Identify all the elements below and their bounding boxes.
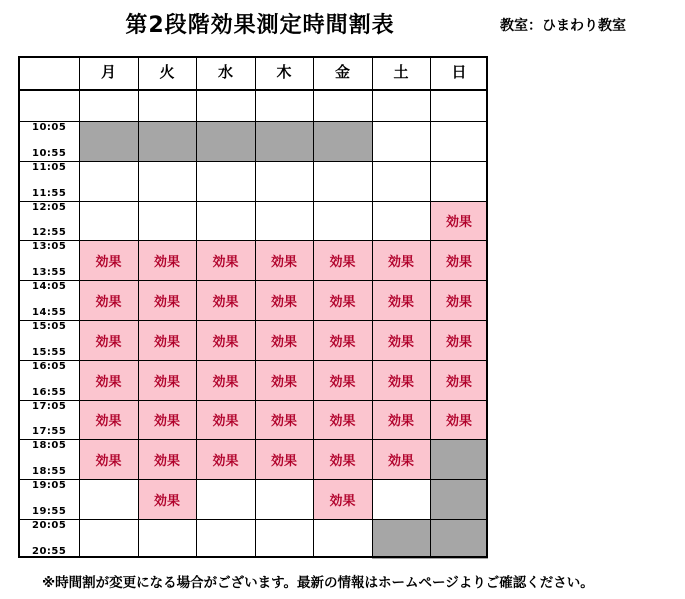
slot-empty (313, 201, 372, 241)
slot-empty (372, 201, 430, 241)
slot-test (196, 439, 255, 479)
slot-empty (313, 161, 372, 201)
slot-test (138, 280, 196, 320)
row-divider (18, 320, 488, 321)
slot-test (313, 240, 372, 280)
slot-closed (430, 519, 488, 559)
slot-label: 効果 (153, 454, 180, 470)
slot-test (138, 439, 196, 479)
slot-label: 効果 (445, 255, 472, 271)
slot-test (313, 479, 372, 519)
slot-test (372, 439, 430, 479)
slot-closed (196, 121, 255, 161)
slot-test (313, 400, 372, 440)
slot-end-time: 10:55 (32, 147, 67, 159)
slot-start-time: 15:05 (32, 321, 67, 332)
slot-test (255, 320, 313, 360)
slot-end-time: 13:55 (32, 267, 67, 279)
slot-closed (372, 519, 430, 559)
slot-empty (372, 121, 430, 161)
slot-test (138, 320, 196, 360)
slot-empty (196, 479, 255, 519)
slot-end-time: 19:55 (32, 506, 67, 517)
row-divider (18, 400, 488, 401)
slot-closed (313, 121, 372, 161)
day-header: 水 (217, 63, 233, 81)
slot-empty (430, 121, 488, 161)
slot-test (138, 479, 196, 519)
slot-empty (255, 479, 313, 519)
slot-empty (255, 161, 313, 201)
slot-label: 効果 (387, 414, 414, 430)
day-header: 月 (100, 63, 116, 81)
column-divider (79, 56, 80, 558)
slot-test (79, 400, 138, 440)
slot-label: 効果 (153, 334, 180, 350)
slot-start-time: 16:05 (32, 360, 67, 372)
slot-empty (138, 201, 196, 241)
slot-test (255, 439, 313, 479)
slot-test (255, 360, 313, 400)
slot-label: 効果 (387, 334, 414, 350)
row-divider (18, 240, 488, 241)
slot-test (79, 360, 138, 400)
slot-empty (430, 161, 488, 201)
slot-closed (255, 121, 313, 161)
slot-start-time: 12:05 (32, 201, 67, 213)
slot-label: 効果 (270, 295, 297, 311)
slot-label: 効果 (212, 374, 239, 390)
slot-label: 効果 (212, 414, 239, 430)
row-divider (18, 201, 488, 202)
column-divider (138, 56, 139, 558)
slot-label: 効果 (153, 295, 180, 311)
slot-end-time: 16:55 (32, 386, 67, 398)
slot-label: 効果 (270, 374, 297, 390)
slot-label: 効果 (95, 334, 122, 350)
slot-label: 効果 (270, 454, 297, 470)
slot-label: 効果 (387, 255, 414, 271)
row-divider (18, 89, 488, 91)
footer-note: ※時間割が変更になる場合がございます。最新の情報はホームページよりご確認ください。 (42, 575, 594, 591)
slot-test (196, 240, 255, 280)
slot-empty (196, 519, 255, 559)
slot-test (430, 320, 488, 360)
slot-label: 効果 (270, 414, 297, 430)
slot-empty (196, 201, 255, 241)
classroom-label: 教室：ひまわり教室 (500, 18, 626, 34)
slot-test (196, 320, 255, 360)
day-header: 火 (159, 63, 175, 81)
slot-label: 効果 (445, 215, 472, 231)
slot-test (255, 400, 313, 440)
slot-label: 効果 (212, 454, 239, 470)
slot-start-time: 20:05 (32, 520, 67, 531)
slot-test (313, 360, 372, 400)
row-divider (18, 161, 488, 162)
slot-start-time: 18:05 (32, 440, 67, 452)
day-header: 木 (276, 63, 292, 81)
slot-empty (79, 201, 138, 241)
slot-test (372, 400, 430, 440)
slot-test (255, 240, 313, 280)
slot-end-time: 14:55 (32, 307, 67, 318)
slot-closed (430, 479, 488, 519)
slot-test (196, 360, 255, 400)
column-divider (255, 56, 256, 558)
column-divider (430, 56, 431, 558)
slot-label: 効果 (329, 374, 356, 390)
slot-end-time: 20:55 (32, 545, 67, 557)
slot-end-time: 15:55 (32, 346, 67, 358)
slot-label: 効果 (445, 334, 472, 350)
column-divider (372, 56, 373, 558)
slot-empty (138, 161, 196, 201)
slot-end-time: 12:55 (32, 227, 67, 239)
slot-test (372, 240, 430, 280)
slot-empty (79, 161, 138, 201)
slot-empty (196, 161, 255, 201)
slot-test (430, 400, 488, 440)
slot-test (79, 240, 138, 280)
slot-label: 効果 (387, 374, 414, 390)
slot-test (79, 280, 138, 320)
slot-start-time: 17:05 (32, 400, 67, 412)
slot-end-time: 17:55 (32, 426, 67, 438)
slot-end-time: 18:55 (32, 466, 67, 478)
slot-label: 効果 (212, 255, 239, 271)
slot-label: 効果 (329, 454, 356, 470)
slot-label: 効果 (153, 414, 180, 430)
slot-test (313, 320, 372, 360)
slot-test (313, 280, 372, 320)
slot-label: 効果 (95, 374, 122, 390)
slot-empty (79, 479, 138, 519)
slot-empty (255, 519, 313, 559)
slot-start-time: 13:05 (32, 241, 67, 253)
slot-label: 効果 (329, 494, 356, 510)
slot-test (138, 360, 196, 400)
slot-test (372, 320, 430, 360)
slot-start-time: 10:05 (32, 122, 67, 133)
slot-empty (138, 519, 196, 559)
row-divider (18, 121, 488, 122)
column-divider (196, 56, 197, 558)
slot-empty (313, 519, 372, 559)
slot-label: 効果 (445, 295, 472, 311)
row-divider (18, 360, 488, 361)
slot-label: 効果 (270, 255, 297, 271)
slot-test (313, 439, 372, 479)
slot-test (196, 400, 255, 440)
slot-label: 効果 (329, 414, 356, 430)
slot-end-time: 11:55 (32, 187, 67, 199)
day-header: 金 (334, 63, 350, 81)
slot-test (372, 360, 430, 400)
slot-label: 効果 (95, 414, 122, 430)
slot-label: 効果 (95, 454, 122, 470)
column-divider (313, 56, 314, 558)
slot-closed (138, 121, 196, 161)
slot-start-time: 11:05 (32, 161, 67, 173)
slot-label: 効果 (387, 454, 414, 470)
slot-label: 効果 (387, 295, 414, 311)
slot-label: 効果 (270, 334, 297, 350)
slot-test (79, 439, 138, 479)
slot-label: 効果 (445, 414, 472, 430)
slot-label: 効果 (153, 374, 180, 390)
row-divider (18, 280, 488, 281)
slot-test (430, 360, 488, 400)
slot-label: 効果 (329, 295, 356, 311)
slot-empty (255, 201, 313, 241)
slot-test (138, 240, 196, 280)
day-header: 日 (451, 63, 467, 81)
row-divider (18, 519, 488, 520)
slot-label: 効果 (153, 255, 180, 271)
slot-empty (79, 519, 138, 559)
slot-test (430, 280, 488, 320)
slot-start-time: 14:05 (32, 281, 67, 293)
slot-label: 効果 (329, 255, 356, 271)
slot-label: 効果 (445, 374, 472, 390)
slot-label: 効果 (329, 334, 356, 350)
day-header: 土 (393, 63, 409, 81)
slot-test (79, 320, 138, 360)
slot-closed (79, 121, 138, 161)
slot-test (430, 240, 488, 280)
slot-test (255, 280, 313, 320)
row-divider (18, 479, 488, 480)
slot-test (196, 280, 255, 320)
slot-empty (372, 479, 430, 519)
page-title: 第2段階効果測定時間割表 (125, 13, 395, 38)
slot-label: 効果 (95, 255, 122, 271)
timetable (18, 56, 488, 558)
slot-test (372, 280, 430, 320)
slot-label: 効果 (212, 295, 239, 311)
slot-closed (430, 439, 488, 479)
slot-label: 効果 (153, 494, 180, 510)
row-divider (18, 439, 488, 440)
slot-empty (372, 161, 430, 201)
slot-test (138, 400, 196, 440)
slot-label: 効果 (95, 295, 122, 311)
slot-label: 効果 (212, 334, 239, 350)
slot-test (430, 201, 488, 241)
slot-start-time: 19:05 (32, 480, 67, 492)
